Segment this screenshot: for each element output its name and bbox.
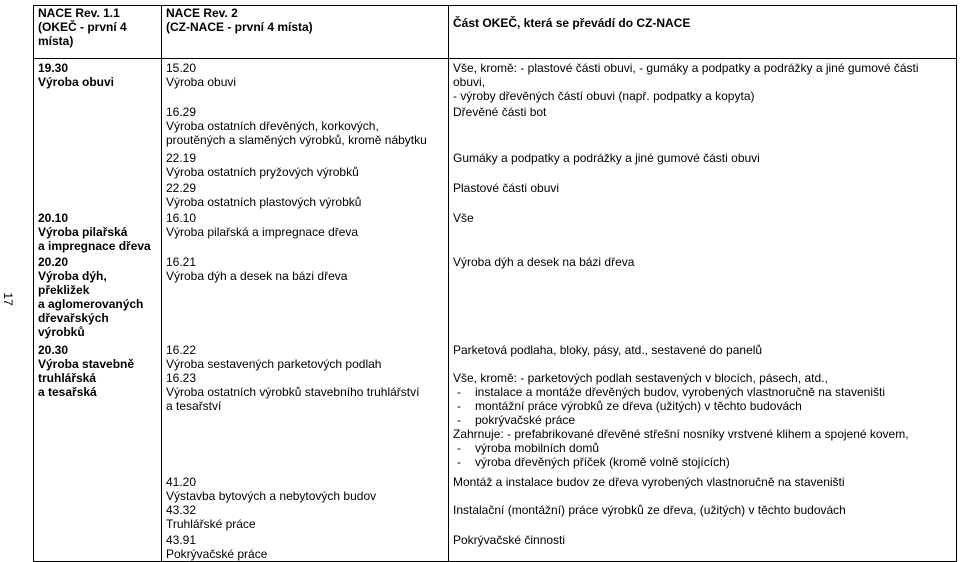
inclusion-item: - výroba mobilních domů xyxy=(453,441,952,455)
col-nace-rev2 xyxy=(162,59,449,562)
rev2-entry-16-23: 16.23 Výroba ostatních výrobků stavebního truhlářství a tesařství xyxy=(166,371,420,413)
exception-item: - pokrývačské práce xyxy=(453,413,952,427)
okec-part-16-23: Vše, kromě: - parketových podlah sestavených v blocích, pásech, atd., - instalace a montáže dřevěných budov, vyrobených vlastnoručně na staveništi - montážní práce výrobků ze dřeva (užitých) v těchto budovách - pokrývačské práce Zahrnuje: - prefabrikované dřevěné střešní nosníky vrstvené klihem a spojené kovem, - výroba mobilních domů - výroba dřevěných příček (kromě volně stojících) xyxy=(453,371,952,469)
okec-part-15-20: Vše, kromě: - plastové části obuvi, - gumáky a podpatky a podrážky a jiné gumové části obuvi, - výroby dřevěných částí obuvi (např. podpatky a kopyta) xyxy=(453,61,919,103)
rev2-entry-41-20: 41.20 Výstavba bytových a nebytových budov xyxy=(166,475,377,503)
body-row xyxy=(34,59,957,562)
rev11-entry-20-20: 20.20 Výroba dýh, překližek a aglomerovaných dřevařských výrobků xyxy=(38,255,144,339)
rev2-entry-43-32: 43.32 Truhlářské práce xyxy=(166,503,256,531)
header-okec-part: Část OKEČ, která se převádí do CZ-NACE xyxy=(449,6,957,59)
header-row xyxy=(34,6,957,59)
okec-part-22-29: Plastové části obuvi xyxy=(453,181,560,195)
rev11-entry-20-30: 20.30 Výroba stavebně truhlářská a tesařská xyxy=(38,343,135,399)
okec-part-16-22: Parketová podlaha, bloky, pásy, atd., sestavené do panelů xyxy=(453,343,763,357)
header-nace-rev2: NACE Rev. 2 (CZ-NACE - první 4 místa) xyxy=(162,6,449,59)
okec-part-22-19: Gumáky a podpatky a podrážky a jiné gumové části obuvi xyxy=(453,151,760,165)
rev11-entry-20-10: 20.10 Výroba pilařská a impregnace dřeva xyxy=(38,211,151,253)
okec-part-43-91: Pokrývačské činnosti xyxy=(453,533,566,547)
nace-conversion-table xyxy=(33,5,957,562)
col-nace-rev11 xyxy=(34,59,162,562)
rev2-entry-16-10: 16.10 Výroba pilařská a impregnace dřeva xyxy=(166,211,359,239)
rev11-entry-19-30: 19.30 Výroba obuvi xyxy=(38,61,115,89)
rev2-entry-22-29: 22.29 Výroba ostatních plastových výrobků xyxy=(166,181,362,209)
rev2-entry-43-91: 43.91 Pokrývačské práce xyxy=(166,533,268,561)
okec-part-16-29: Dřevěné části bot xyxy=(453,105,547,119)
exception-item: - instalace a montáže dřevěných budov, vyrobených vlastnoručně na staveništi xyxy=(453,385,952,399)
okec-part-16-21: Výroba dýh a desek na bázi dřeva xyxy=(453,255,635,269)
okec-part-41-20: Montáž a instalace budov ze dřeva vyrobených vlastnoručně na staveništi xyxy=(453,475,845,489)
rev2-entry-15-20: 15.20 Výroba obuvi xyxy=(166,61,237,89)
rev2-entry-16-22: 16.22 Výroba sestavených parketových podlah xyxy=(166,343,382,371)
inclusion-item: - výroba dřevěných příček (kromě volně stojících) xyxy=(453,455,952,469)
header-nace-rev11: NACE Rev. 1.1 (OKEČ - první 4 místa) xyxy=(34,6,162,59)
okec-part-43-32: Instalační (montážní) práce výrobků ze dřeva, (užitých) v těchto budovách xyxy=(453,503,846,517)
rev2-entry-16-21: 16.21 Výroba dýh a desek na bázi dřeva xyxy=(166,255,348,283)
exception-item: - montážní práce výrobků ze dřeva (užitých) v těchto budovách xyxy=(453,399,952,413)
rev2-entry-22-19: 22.19 Výroba ostatních pryžových výrobků xyxy=(166,151,359,179)
col-okec-part xyxy=(449,59,957,562)
page-number: 17 xyxy=(1,292,15,306)
okec-part-16-10: Vše xyxy=(453,211,474,225)
rev2-entry-16-29: 16.29 Výroba ostatních dřevěných, korkových, proutěných a slaměných výrobků, kromě nábytku xyxy=(166,105,427,147)
